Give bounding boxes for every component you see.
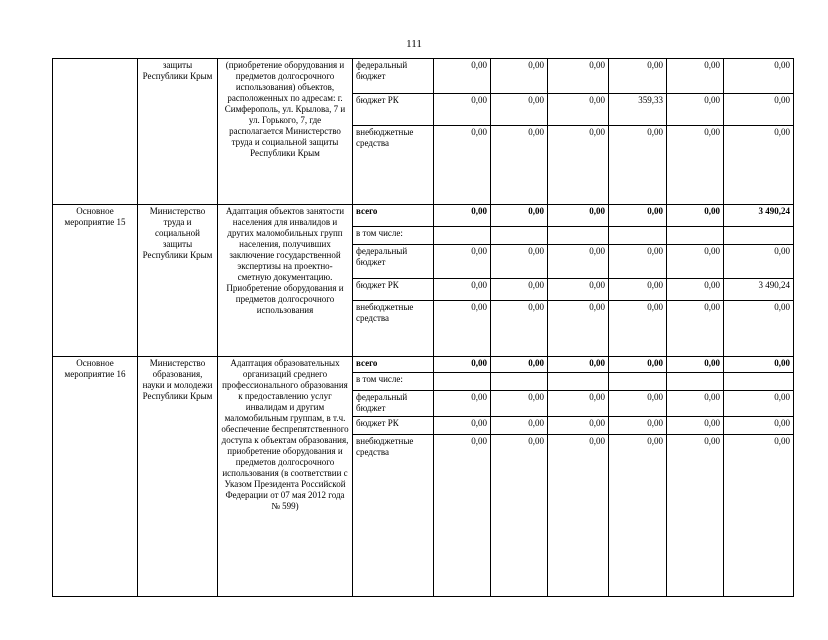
- value-cell: 0,00: [548, 417, 609, 435]
- description-cell: (приобретение оборудования и предметов долгосрочного использования) объектов, расположенных по адресам: г. Симферополь, ул. Крылова, 7 и ул. Горького, 7, где располагается Министерство труда и социальной защиты Республики Крым: [218, 59, 353, 205]
- value-cell: [724, 373, 794, 391]
- value-cell: 0,00: [434, 94, 491, 126]
- source-cell: внебюджетные средства: [353, 301, 434, 357]
- value-cell: [609, 227, 667, 245]
- value-cell: 0,00: [491, 391, 548, 417]
- value-cell: 0,00: [609, 417, 667, 435]
- table-row: [53, 205, 794, 227]
- source-cell: федеральный бюджет: [353, 245, 434, 279]
- value-cell: [667, 373, 724, 391]
- value-cell: 0,00: [548, 205, 609, 227]
- value-cell: 0,00: [491, 245, 548, 279]
- source-cell: федеральный бюджет: [353, 59, 434, 94]
- value-cell: 0,00: [724, 417, 794, 435]
- value-cell: [434, 373, 491, 391]
- source-cell: бюджет РК: [353, 417, 434, 435]
- source-cell: всего: [353, 205, 434, 227]
- value-cell: 0,00: [724, 245, 794, 279]
- value-cell: 0,00: [609, 391, 667, 417]
- source-cell: внебюджетные средства: [353, 435, 434, 597]
- value-cell: 0,00: [667, 391, 724, 417]
- value-cell: 0,00: [667, 301, 724, 357]
- source-cell: всего: [353, 357, 434, 373]
- value-cell: 0,00: [491, 301, 548, 357]
- value-cell: 0,00: [724, 126, 794, 205]
- value-cell: 0,00: [548, 279, 609, 301]
- executor-cell: защиты Республики Крым: [138, 59, 218, 205]
- value-cell: 0,00: [491, 435, 548, 597]
- source-cell: в том числе:: [353, 227, 434, 245]
- value-cell: 0,00: [609, 245, 667, 279]
- value-cell: 0,00: [724, 301, 794, 357]
- value-cell: 0,00: [724, 391, 794, 417]
- value-cell: 0,00: [434, 126, 491, 205]
- budget-table: [52, 58, 794, 597]
- value-cell: 0,00: [434, 417, 491, 435]
- value-cell: [724, 227, 794, 245]
- executor-cell: Министерство образования, науки и молодежи Республики Крым: [138, 357, 218, 597]
- value-cell: 0,00: [609, 357, 667, 373]
- source-cell: федеральный бюджет: [353, 391, 434, 417]
- value-cell: [491, 227, 548, 245]
- value-cell: 0,00: [548, 391, 609, 417]
- source-cell: бюджет РК: [353, 94, 434, 126]
- value-cell: 0,00: [609, 59, 667, 94]
- value-cell: 0,00: [548, 435, 609, 597]
- value-cell: 0,00: [491, 126, 548, 205]
- page-number: 111: [406, 38, 422, 50]
- value-cell: 0,00: [548, 59, 609, 94]
- value-cell: 0,00: [434, 245, 491, 279]
- value-cell: [667, 227, 724, 245]
- description-cell: Адаптация объектов занятости населения для инвалидов и других маломобильных групп населения, получивших заключение государственной экспертизы на проектно-сметную документацию. Приобретение оборудования и предметов долгосрочного использования: [218, 205, 353, 357]
- value-cell: [491, 373, 548, 391]
- value-cell: 0,00: [609, 205, 667, 227]
- value-cell: 0,00: [667, 205, 724, 227]
- value-cell: 0,00: [491, 205, 548, 227]
- value-cell: 0,00: [548, 245, 609, 279]
- value-cell: [548, 227, 609, 245]
- activity-name-cell: [53, 59, 138, 205]
- value-cell: [434, 227, 491, 245]
- value-cell: 0,00: [434, 391, 491, 417]
- value-cell: 0,00: [434, 301, 491, 357]
- value-cell: 0,00: [434, 357, 491, 373]
- value-cell: 0,00: [434, 59, 491, 94]
- value-cell: 0,00: [667, 357, 724, 373]
- description-cell: Адаптация образовательных организаций среднего профессионального образования к предоставлению услуг инвалидам и другим маломобильным группам, в т.ч. обеспечение беспрепятственного доступа к объектам образования, приобретение оборудования и предметов долгосрочного использования (в соответствии с Указом Президента Российской Федерации от 07 мая 2012 года № 599): [218, 357, 353, 597]
- value-cell: 0,00: [609, 126, 667, 205]
- value-cell: 0,00: [667, 59, 724, 94]
- value-cell: 0,00: [724, 94, 794, 126]
- value-cell: 0,00: [548, 301, 609, 357]
- value-cell: 0,00: [434, 279, 491, 301]
- value-cell: 0,00: [491, 357, 548, 373]
- value-cell: 0,00: [548, 126, 609, 205]
- value-cell: 0,00: [667, 435, 724, 597]
- value-cell: 3 490,24: [724, 205, 794, 227]
- source-cell: в том числе:: [353, 373, 434, 391]
- executor-cell: Министерство труда и социальной защиты Республики Крым: [138, 205, 218, 357]
- value-cell: 0,00: [609, 301, 667, 357]
- value-cell: 0,00: [491, 94, 548, 126]
- value-cell: 0,00: [434, 435, 491, 597]
- source-cell: бюджет РК: [353, 279, 434, 301]
- value-cell: 0,00: [609, 279, 667, 301]
- value-cell: 0,00: [667, 417, 724, 435]
- value-cell: 0,00: [667, 94, 724, 126]
- activity-name-cell: Основное мероприятие 16: [53, 357, 138, 597]
- table-row: [53, 357, 794, 373]
- value-cell: 0,00: [609, 435, 667, 597]
- value-cell: 359,33: [609, 94, 667, 126]
- value-cell: 3 490,24: [724, 279, 794, 301]
- value-cell: 0,00: [434, 205, 491, 227]
- value-cell: [609, 373, 667, 391]
- value-cell: 0,00: [667, 126, 724, 205]
- value-cell: 0,00: [548, 94, 609, 126]
- value-cell: 0,00: [491, 417, 548, 435]
- value-cell: 0,00: [724, 435, 794, 597]
- source-cell: внебюджетные средства: [353, 126, 434, 205]
- value-cell: 0,00: [724, 357, 794, 373]
- value-cell: 0,00: [724, 59, 794, 94]
- value-cell: [548, 373, 609, 391]
- activity-name-cell: Основное мероприятие 15: [53, 205, 138, 357]
- value-cell: 0,00: [667, 245, 724, 279]
- value-cell: 0,00: [491, 59, 548, 94]
- value-cell: 0,00: [491, 279, 548, 301]
- value-cell: 0,00: [548, 357, 609, 373]
- value-cell: 0,00: [667, 279, 724, 301]
- table-row: [53, 59, 794, 94]
